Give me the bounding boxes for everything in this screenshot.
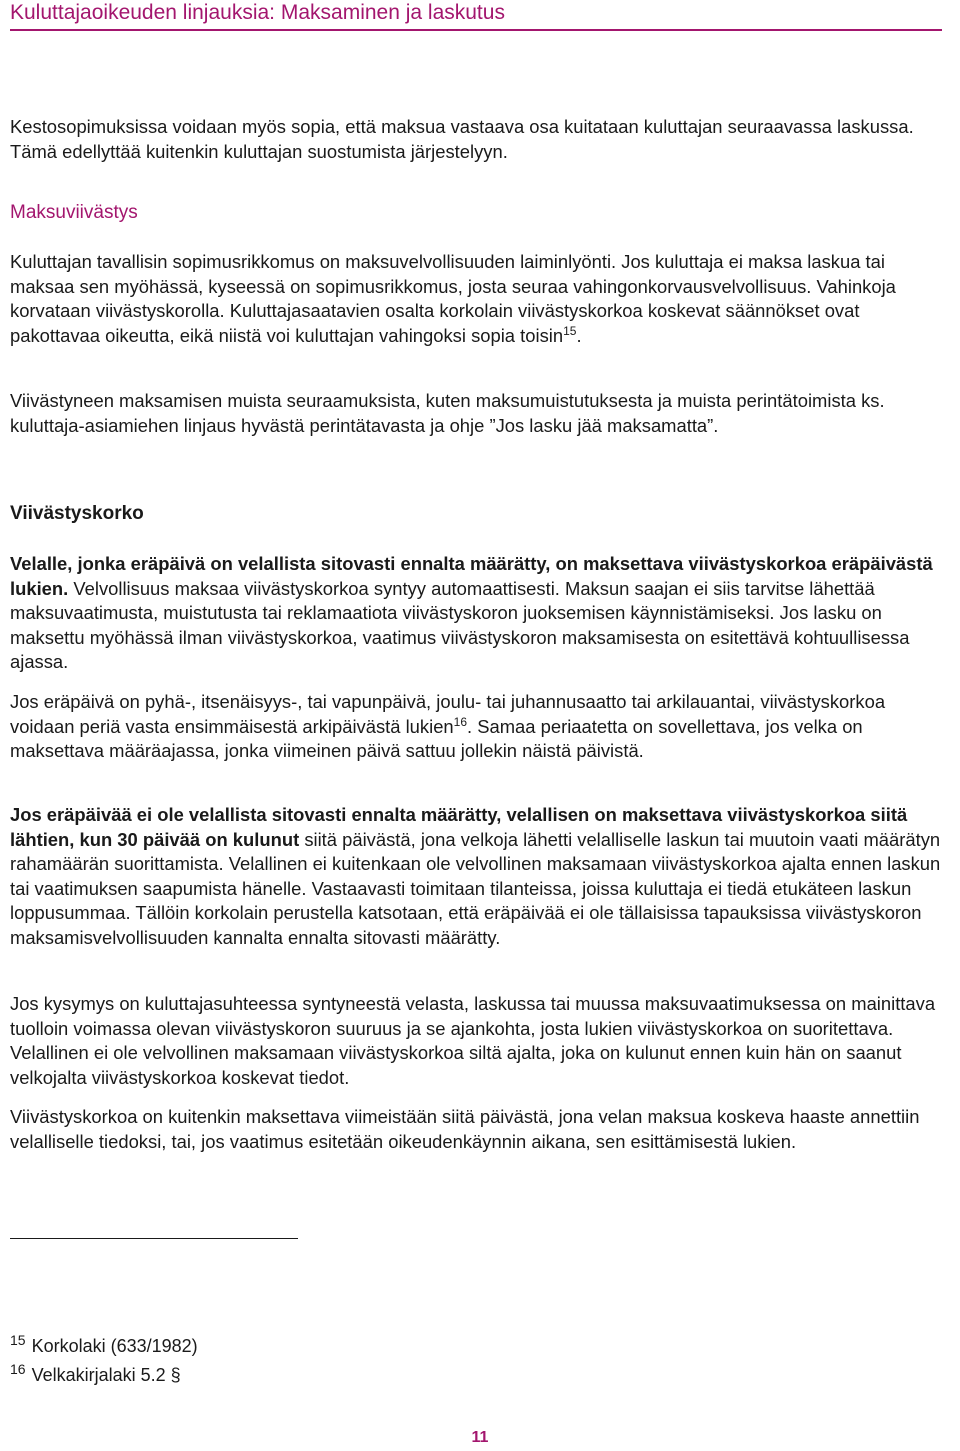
- footnote-ref-16: 16: [453, 714, 468, 729]
- viivastyskorko-p3-bold: Jos eräpäivää ei ole velallista sitovasti ennalta määrätty, velallisen on maksettava viivästyskorkoa siitä lähtien, kun 30 päivää on kulunut: [10, 804, 908, 850]
- footnote-ref-15: 15: [563, 323, 577, 338]
- viivastyskorko-paragraph-1: [10, 552, 946, 675]
- maksuviivastys-p1-text: Kuluttajan tavallisin sopimusrikkomus on maksuvelvollisuuden laiminlyönti. Jos kuluttaja ei maksa laskua tai maksaa sen myöhässä, kyseessä on sopimusrikkomus, josta seuraa vahingonkorvausvelvollisuus. Vahinkoja korvataan viivästyskorolla. Kuluttajasaatavien osalta korkolain viivästyskorkoa koskevat säännökset ovat pakottavaa oikeutta, eikä niistä voi kuluttajan vahingoksi sopia toisin: [10, 251, 896, 346]
- page-header-title: Kuluttajaoikeuden linjauksia: Maksaminen ja laskutus: [10, 1, 505, 24]
- section-heading-viivastyskorko: Viivästyskorko: [10, 503, 144, 524]
- viivastyskorko-paragraph-3: [10, 803, 946, 950]
- footnote-text: Velkakirjalaki 5.2 §: [31, 1365, 181, 1385]
- viivastyskorko-paragraph-5: Viivästyskorkoa on kuitenkin maksettava viimeistään siitä päivästä, jona velan maksua koskeva haaste annettiin velalliselle tiedoksi, tai, jos vaatimus esitetään oikeudenkäynnin aikana, sen esittämisestä lukien.: [10, 1106, 920, 1152]
- footnote-15: [10, 1332, 198, 1358]
- footnote-16: [10, 1361, 181, 1387]
- intro-paragraph: Kestosopimuksissa voidaan myös sopia, että maksua vastaava osa kuitataan kuluttajan seuraavassa laskussa. Tämä edellyttää kuitenkin kuluttajan suostumista järjestelyyn.: [10, 116, 914, 162]
- viivastyskorko-p1-bold: Velalle, jonka eräpäivä on velallista sitovasti ennalta määrätty, on maksettava viivästyskorkoa eräpäivästä lukien.: [10, 553, 933, 599]
- page-number: 11: [471, 1429, 489, 1446]
- maksuviivastys-p1-end: .: [576, 324, 582, 346]
- section-heading-maksuviivastys: Maksuviivästys: [10, 202, 138, 223]
- viivastyskorko-p2-text: Jos eräpäivä on pyhä-, itsenäisyys-, tai vapunpäivä, joulu- tai juhannusaatto tai arkilauantai, viivästyskorkoa voidaan periä vasta ensimmäisestä arkipäivästä lukien: [10, 691, 886, 737]
- viivastyskorko-p2-rest: . Samaa periaatetta on sovellettava, jos velka on maksettava määräajassa, jonka viimeinen päivä sattuu jollekin näistä päivistä.: [10, 715, 863, 761]
- footnote-text: Korkolaki (633/1982): [31, 1336, 198, 1356]
- maksuviivastys-paragraph-2: Viivästyneen maksamisen muista seuraamuksista, kuten maksumuistutuksesta ja muista perintätoimista ks. kuluttaja-asiamiehen linjaus hyvästä perintätavasta ja ohje ”Jos lasku jää maksamatta”.: [10, 390, 885, 436]
- footnote-divider: [10, 1238, 298, 1239]
- viivastyskorko-p1-rest: Velvollisuus maksaa viivästyskorkoa syntyy automaattisesti. Maksun saajan ei siis tarvitse lähettää maksuvaatimusta, muistutusta tai reklamaatiota viivästyskoron juoksemisen käynnistämiseksi. Jos lasku on maksettu myöhässä ilman viivästyskorkoa, vaatimus viivästyskoron maksamisesta on esitettävä kohtuullisessa ajassa.: [10, 577, 910, 672]
- viivastyskorko-p3-rest: siitä päivästä, jona velkoja lähetti velalliselle laskun tai muutoin vaati määrätyn rahamäärän suorittamista. Velallinen ei kuitenkaan ole velvollinen maksamaan viivästyskorkoa ajalta ennen laskun tai vaatimuksen saapumista hänelle. Vastaavasti toimitaan tilanteissa, joissa kuluttaja ei tiedä etukäteen laskun loppusummaa. Tällöin korkolain perustella katsotaan, että eräpäivää ei ole tällaisissa tapauksissa viivästyskoron maksamisvelvollisuuden kannalta ennalta sitovasti määrätty.: [10, 828, 941, 948]
- footnote-number: 15: [10, 1332, 26, 1348]
- viivastyskorko-paragraph-2: [10, 690, 946, 764]
- viivastyskorko-paragraph-4: Jos kysymys on kuluttajasuhteessa syntyneestä velasta, laskussa tai muussa maksuvaatimuksessa on mainittava tuolloin voimassa olevan viivästyskoron suuruus ja se ajankohta, josta lukien viivästyskorkoa on suoritettava. Velallinen ei ole velvollinen maksamaan viivästyskorkoa siltä ajalta, joka on kulunut ennen kuin hän on saanut velkojalta viivästyskorkoa koskevat tiedot.: [10, 993, 936, 1088]
- footnote-number: 16: [10, 1361, 26, 1377]
- header-divider: [10, 29, 942, 31]
- maksuviivastys-paragraph-1: [10, 250, 946, 348]
